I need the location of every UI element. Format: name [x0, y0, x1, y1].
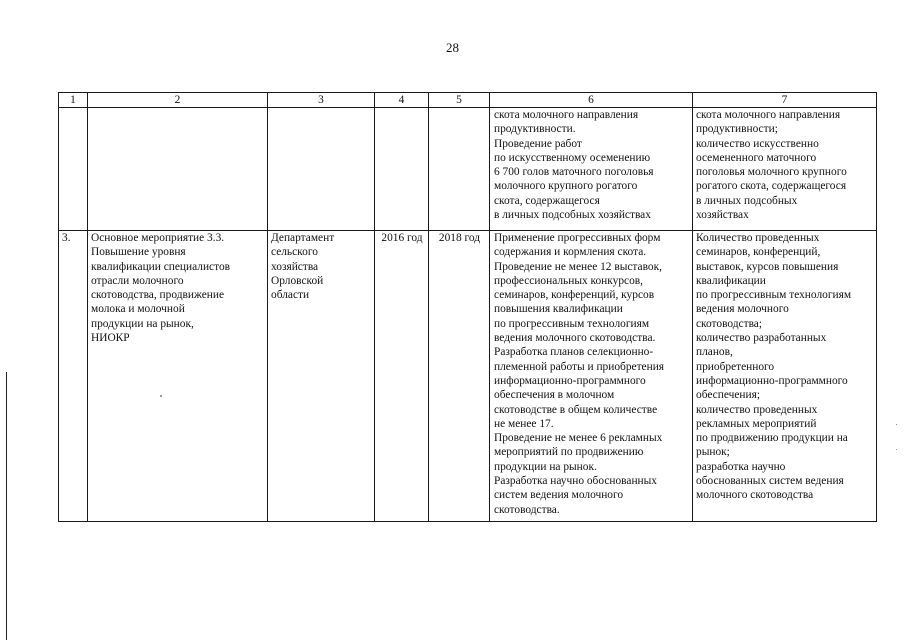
start-year-cell	[375, 108, 429, 231]
scan-artifact-dot	[896, 449, 897, 450]
expected-result-cell	[490, 231, 693, 522]
executor-cell	[268, 108, 375, 231]
measure-name-cell	[88, 108, 268, 231]
table-row	[59, 231, 877, 522]
indicator: скота молочного направления продуктивности; количество искусственно осемененного маточного поголовья молочного крупного рогатого скота, содержащегося в личных подсобных хозяйствах	[696, 109, 847, 222]
end-year-cell	[429, 108, 490, 231]
scan-margin-line	[6, 372, 7, 640]
row-number: 3.	[62, 232, 71, 244]
expected-result: Применение прогрессивных форм содержания и кормления скота. Проведение не менее 12 выставок, профессиональных конкурсов, семинаров, конференций, курсов повышения квалификации по прогрессивным технологиям ведения молочного скотоводства. Разработка планов селекционно- племенной работы и приобретения информационно-программного обеспечения в молочном скотоводстве в общем количестве не менее 17. Проведение не менее 6 рекламных мероприятий по продвижению продукции на рынок. Разработка научно обоснованных систем ведения молочного скотоводства.	[494, 232, 665, 516]
column-number: 4	[375, 93, 429, 108]
expected-result: скота молочного направления продуктивности. Проведение работ по искусственному осеменению 6 700 голов маточного поголовья молочного крупного рогатого скота, содержащегося в личных подсобных хозяйствах	[494, 109, 654, 222]
end-year: 2018 год	[438, 232, 481, 244]
column-number: 6	[490, 93, 693, 108]
page-number: 28	[446, 40, 459, 55]
column-number: 5	[429, 93, 490, 108]
indicator-cell	[693, 231, 877, 522]
measures-table	[58, 92, 877, 522]
scan-artifact-dot	[896, 424, 897, 425]
end-year-cell	[429, 231, 490, 522]
column-number: 2	[88, 93, 268, 108]
indicator-cell	[693, 108, 877, 231]
indicator: Количество проведенных семинаров, конференций, выставок, курсов повышения квалификации по прогрессивным технологиям ведения молочного скотоводства; количество разработанных планов, приобретенного информационно-программного обеспечения; количество проведенных рекламных мероприятий по продвижению продукции на рынок; разработка научно обоснованных систем ведения молочного скотоводства	[696, 232, 852, 502]
measure-name: Основное мероприятие 3.3. Повышение уровня квалификации специалистов отрасли молочного скотоводства, продвижение молока и молочной продукции на рынок, НИОКР	[91, 232, 231, 345]
row-number-cell	[59, 231, 88, 522]
table-row	[59, 108, 877, 231]
executor: Департамент сельского хозяйства Орловской области	[271, 232, 335, 302]
executor-cell	[268, 231, 375, 522]
start-year: 2016 год	[381, 232, 423, 244]
row-number-cell	[59, 108, 88, 231]
measure-name-cell	[88, 231, 268, 522]
column-number: 1	[59, 93, 88, 108]
column-number: 7	[693, 93, 877, 108]
column-number: 3	[268, 93, 375, 108]
column-number-row	[59, 93, 877, 108]
expected-result-cell	[490, 108, 693, 231]
start-year-cell	[375, 231, 429, 522]
